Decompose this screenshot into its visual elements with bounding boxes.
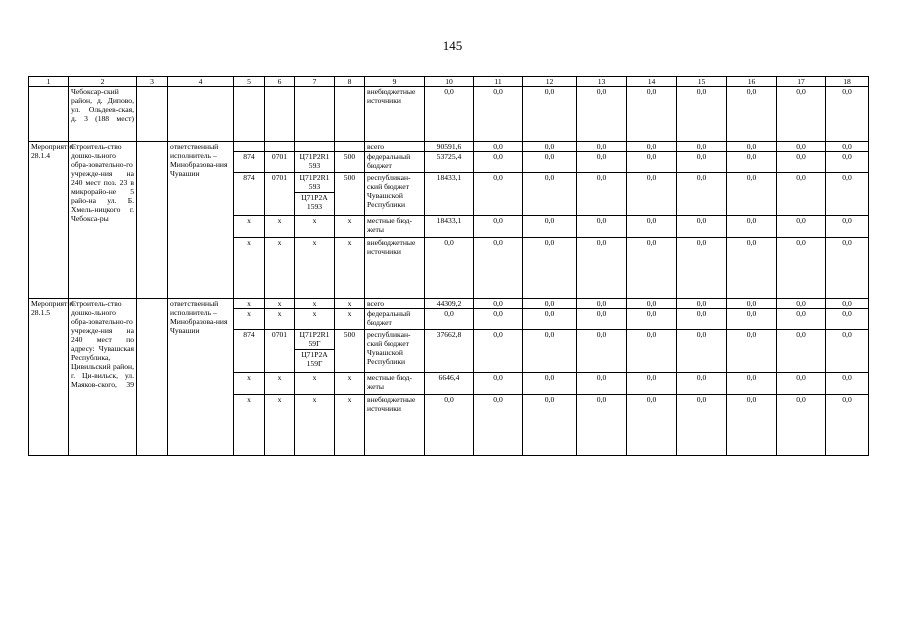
- value-cell: 0,0: [577, 330, 627, 373]
- value-cell: 18433,1: [425, 173, 474, 216]
- value-cell: 0,0: [677, 87, 727, 142]
- value-cell: 0,0: [727, 152, 777, 173]
- value-cell: 0,0: [826, 373, 869, 395]
- source-cell: внебюджетные источники: [365, 238, 425, 299]
- description-cell: Чебоксар-ский район, д. Дипово, ул. Ольдеев-ская, д. 3 (188 мест): [69, 87, 137, 142]
- target-article-code: Ц71Р2А 1593: [295, 192, 334, 211]
- value-cell: 0,0: [425, 309, 474, 330]
- value-cell: 0,0: [523, 330, 577, 373]
- value-cell: 0,0: [727, 87, 777, 142]
- header-cell: 2: [69, 77, 137, 87]
- value-cell: 0,0: [523, 373, 577, 395]
- source-cell: всего: [365, 299, 425, 309]
- value-cell: 0,0: [474, 309, 523, 330]
- value-cell: 0,0: [425, 87, 474, 142]
- value-cell: 0,0: [826, 238, 869, 299]
- source-cell: федеральный бюджет: [365, 152, 425, 173]
- expense-type: [335, 142, 365, 152]
- header-cell: 12: [523, 77, 577, 87]
- value-cell: 0,0: [523, 395, 577, 456]
- value-cell: 0,0: [577, 173, 627, 216]
- value-cell: 0,0: [777, 309, 826, 330]
- table-cell: [265, 87, 295, 142]
- value-cell: 0,0: [677, 142, 727, 152]
- header-cell: 10: [425, 77, 474, 87]
- value-cell: 0,0: [474, 142, 523, 152]
- value-cell: 0,0: [523, 152, 577, 173]
- value-cell: 0,0: [777, 330, 826, 373]
- value-cell: 0,0: [523, 309, 577, 330]
- value-cell: 0,0: [826, 395, 869, 456]
- section-code: x: [265, 216, 295, 238]
- table-row: [29, 142, 869, 152]
- value-cell: 0,0: [727, 238, 777, 299]
- section-code: x: [265, 395, 295, 456]
- target-article: x: [295, 299, 335, 309]
- header-cell: 8: [335, 77, 365, 87]
- value-cell: 0,0: [727, 216, 777, 238]
- value-cell: 0,0: [826, 330, 869, 373]
- source-cell: республикан-ский бюджет Чувашской Республики: [365, 173, 425, 216]
- value-cell: 0,0: [727, 330, 777, 373]
- value-cell: 0,0: [627, 142, 677, 152]
- value-cell: 0,0: [627, 309, 677, 330]
- value-cell: 0,0: [627, 87, 677, 142]
- value-cell: 0,0: [627, 238, 677, 299]
- source-cell: всего: [365, 142, 425, 152]
- value-cell: 0,0: [474, 173, 523, 216]
- value-cell: 0,0: [727, 395, 777, 456]
- page-number: 145: [442, 38, 463, 53]
- executor-cell: ответственный исполнитель – Минобразова-ния Чувашии: [168, 142, 234, 299]
- measure-id: Мероприятие 28.1.5: [29, 299, 69, 456]
- header-cell: 9: [365, 77, 425, 87]
- value-cell: 0,0: [826, 309, 869, 330]
- value-cell: 0,0: [677, 216, 727, 238]
- header-cell: 15: [677, 77, 727, 87]
- target-article: x: [295, 309, 335, 330]
- table-row: [29, 299, 869, 309]
- gov-code: 874: [234, 330, 265, 373]
- value-cell: 0,0: [474, 238, 523, 299]
- value-cell: 0,0: [627, 152, 677, 173]
- value-cell: 6646,4: [425, 373, 474, 395]
- target-article-code: Ц71Р2R1 593: [299, 173, 330, 191]
- header-row: [29, 77, 869, 87]
- value-cell: 37662,8: [425, 330, 474, 373]
- value-cell: 0,0: [677, 299, 727, 309]
- header-cell: 13: [577, 77, 627, 87]
- value-cell: 0,0: [627, 330, 677, 373]
- value-cell: 0,0: [474, 299, 523, 309]
- value-cell: 0,0: [777, 216, 826, 238]
- value-cell: 0,0: [677, 395, 727, 456]
- expense-type: x: [335, 238, 365, 299]
- expense-type: x: [335, 373, 365, 395]
- gov-code: 874: [234, 152, 265, 173]
- header-cell: 4: [168, 77, 234, 87]
- value-cell: 0,0: [474, 330, 523, 373]
- value-cell: 0,0: [577, 395, 627, 456]
- value-cell: 0,0: [523, 299, 577, 309]
- value-cell: 0,0: [474, 216, 523, 238]
- value-cell: 0,0: [826, 87, 869, 142]
- value-cell: 0,0: [627, 216, 677, 238]
- table-cell: [295, 87, 335, 142]
- target-article: x: [295, 373, 335, 395]
- value-cell: 0,0: [727, 299, 777, 309]
- value-cell: 0,0: [677, 152, 727, 173]
- value-cell: 0,0: [777, 299, 826, 309]
- table-row: [29, 87, 869, 142]
- target-article: x: [295, 216, 335, 238]
- value-cell: 0,0: [577, 216, 627, 238]
- section-code: x: [265, 309, 295, 330]
- table-cell: [168, 87, 234, 142]
- gov-code: x: [234, 299, 265, 309]
- value-cell: 0,0: [826, 216, 869, 238]
- value-cell: 0,0: [577, 87, 627, 142]
- value-cell: 0,0: [474, 373, 523, 395]
- measure-id: Мероприятие 28.1.4: [29, 142, 69, 299]
- value-cell: 0,0: [577, 373, 627, 395]
- target-article-code: Ц71Р2А 159Г: [295, 349, 334, 368]
- table-cell: [137, 87, 168, 142]
- header-cell: 6: [265, 77, 295, 87]
- section-code: [265, 142, 295, 152]
- expense-type: x: [335, 395, 365, 456]
- value-cell: 0,0: [523, 238, 577, 299]
- header-cell: 11: [474, 77, 523, 87]
- value-cell: 0,0: [627, 173, 677, 216]
- target-article: x: [295, 395, 335, 456]
- value-cell: 0,0: [727, 173, 777, 216]
- value-cell: 0,0: [777, 173, 826, 216]
- value-cell: 0,0: [826, 299, 869, 309]
- expense-type: 500: [335, 330, 365, 373]
- source-cell: местные бюд-жеты: [365, 373, 425, 395]
- source-cell: внебюджетные источники: [365, 87, 425, 142]
- value-cell: 0,0: [777, 152, 826, 173]
- value-cell: 0,0: [677, 373, 727, 395]
- section-code: 0701: [265, 330, 295, 373]
- header-cell: 16: [727, 77, 777, 87]
- gov-code: x: [234, 373, 265, 395]
- value-cell: 0,0: [523, 87, 577, 142]
- target-article: x: [295, 238, 335, 299]
- gov-code: x: [234, 238, 265, 299]
- section-code: x: [265, 238, 295, 299]
- value-cell: 0,0: [777, 373, 826, 395]
- expense-type: x: [335, 299, 365, 309]
- value-cell: 0,0: [677, 173, 727, 216]
- value-cell: 0,0: [523, 142, 577, 152]
- value-cell: 44309,2: [425, 299, 474, 309]
- value-cell: 0,0: [425, 395, 474, 456]
- gov-code: 874: [234, 173, 265, 216]
- value-cell: 0,0: [727, 142, 777, 152]
- section-code: x: [265, 299, 295, 309]
- value-cell: 0,0: [677, 309, 727, 330]
- value-cell: 0,0: [826, 152, 869, 173]
- target-article: Ц71Р2R1 593: [295, 152, 335, 173]
- empty-cell: [137, 299, 168, 456]
- table-cell: [335, 87, 365, 142]
- value-cell: 0,0: [577, 238, 627, 299]
- value-cell: 0,0: [727, 309, 777, 330]
- gov-code: x: [234, 216, 265, 238]
- value-cell: 0,0: [627, 373, 677, 395]
- value-cell: 0,0: [523, 216, 577, 238]
- source-cell: внебюджетные источники: [365, 395, 425, 456]
- value-cell: 0,0: [523, 173, 577, 216]
- header-cell: 5: [234, 77, 265, 87]
- value-cell: 0,0: [727, 373, 777, 395]
- header-cell: 7: [295, 77, 335, 87]
- header-cell: 3: [137, 77, 168, 87]
- value-cell: 0,0: [826, 142, 869, 152]
- measure-cell: [29, 87, 69, 142]
- expense-type: 500: [335, 152, 365, 173]
- value-cell: 0,0: [577, 309, 627, 330]
- expense-type: x: [335, 309, 365, 330]
- header-cell: 17: [777, 77, 826, 87]
- target-article: [295, 142, 335, 152]
- expense-type: x: [335, 216, 365, 238]
- value-cell: 0,0: [627, 395, 677, 456]
- value-cell: 0,0: [777, 395, 826, 456]
- value-cell: 0,0: [425, 238, 474, 299]
- header-cell: 18: [826, 77, 869, 87]
- executor-cell: ответственный исполнитель – Минобразова-ния Чувашии: [168, 299, 234, 456]
- header-cell: 1: [29, 77, 69, 87]
- target-article-code: Ц71Р2R1 59Г: [299, 330, 330, 348]
- value-cell: 0,0: [826, 173, 869, 216]
- value-cell: 53725,4: [425, 152, 474, 173]
- header-cell: 14: [627, 77, 677, 87]
- gov-code: x: [234, 395, 265, 456]
- value-cell: 0,0: [577, 299, 627, 309]
- value-cell: 0,0: [777, 87, 826, 142]
- value-cell: 0,0: [474, 152, 523, 173]
- source-cell: федеральный бюджет: [365, 309, 425, 330]
- measure-description: Строитель-ство дошко-льного обра-зовательно-го учрежде-ния на 240 мест поз. 23 в микрорайо-не 5 райо-на ул. Б. Хмель-ницкого г. Чебокса-ры: [69, 142, 137, 299]
- target-article: [295, 330, 335, 373]
- section-code: x: [265, 373, 295, 395]
- value-cell: 0,0: [777, 142, 826, 152]
- measure-description: Строитель-ство дошко-льного обра-зовательно-го учрежде-ния на 240 мест по адресу: Чувашская Республика, Цивильский район, г. Ци-вильск, ул. Маяков-ского, 39: [69, 299, 137, 456]
- value-cell: 0,0: [474, 395, 523, 456]
- value-cell: 0,0: [577, 152, 627, 173]
- gov-code: x: [234, 309, 265, 330]
- value-cell: 0,0: [627, 299, 677, 309]
- source-cell: республикан-ский бюджет Чувашской Республики: [365, 330, 425, 373]
- budget-table: [28, 76, 869, 456]
- value-cell: 18433,1: [425, 216, 474, 238]
- expense-type: 500: [335, 173, 365, 216]
- value-cell: 90591,6: [425, 142, 474, 152]
- value-cell: 0,0: [474, 87, 523, 142]
- source-cell: местные бюд-жеты: [365, 216, 425, 238]
- gov-code: [234, 142, 265, 152]
- target-article: [295, 173, 335, 216]
- value-cell: 0,0: [677, 330, 727, 373]
- table-cell: [234, 87, 265, 142]
- value-cell: 0,0: [777, 238, 826, 299]
- section-code: 0701: [265, 173, 295, 216]
- section-code: 0701: [265, 152, 295, 173]
- value-cell: 0,0: [677, 238, 727, 299]
- empty-cell: [137, 142, 168, 299]
- value-cell: 0,0: [577, 142, 627, 152]
